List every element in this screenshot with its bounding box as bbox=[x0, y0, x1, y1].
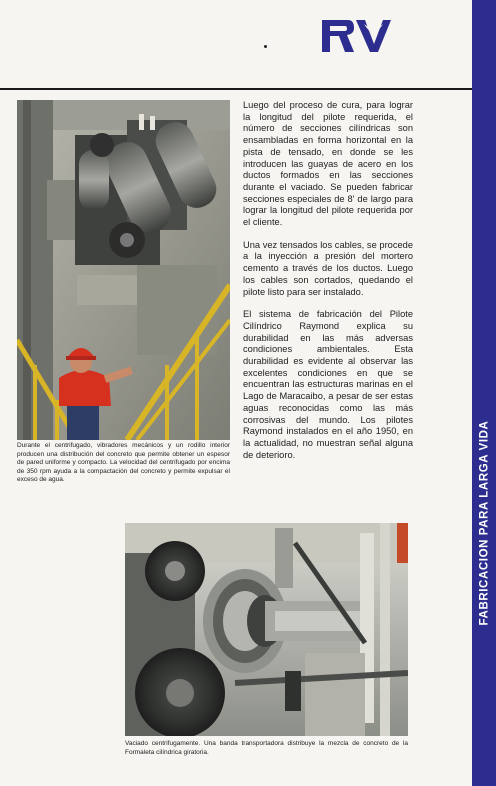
centrifuge-photo-caption: Vaciado centrifugamente. Una banda transportadora distribuye la mezcla de concreto de la Formaleta cilíndrica giratoria. bbox=[125, 740, 408, 756]
header-rule bbox=[0, 88, 472, 90]
factory-photo-caption: Durante el centrifugado, vibradores mecánicos y un rodillo interior producen una distribución del concreto que permite obtener un espesor de pared uniforme y compacto. La velocidad del centrifugado por encima de 350 rpm ayuda a la compactación del concreto y permite expulsar el exceso de agua. bbox=[17, 442, 230, 484]
article-body bbox=[243, 100, 413, 472]
factory-photo bbox=[17, 100, 230, 440]
decorative-dot bbox=[264, 45, 267, 48]
article-paragraph: El sistema de fabricación del Pilote Cilíndrico Raymond explica su durabilidad en las más adversas condiciones ambientales. Esta durabilidad es evidente al observar las excelentes condiciones en que se encuentran las estructuras marinas en el Lago de Maracaibo, a pesar de ser estas aguas reconocidas como las más corrosivas del mundo. Los pilotes Raymond instalados en el año 1950, en la actualidad, no muestran señal alguna de deterioro. bbox=[243, 309, 413, 460]
sidebar-title: FABRICACION PARA LARGA VIDA bbox=[478, 420, 491, 626]
article-paragraph: Una vez tensados los cables, se procede a la inyección a presión del mortero cemento a través de los ductos. Luego los cables son cortados, quedando el pilote listo para ser instalado. bbox=[243, 239, 413, 297]
rv-logo bbox=[320, 18, 392, 54]
sidebar-title-wrap bbox=[472, 0, 496, 786]
article-paragraph: Luego del proceso de cura, para lograr la longitud del pilote requerida, el número de secciones cilíndricas son ensambladas en forma horizontal en la pista de tensado, en donde se les introducen las guayas de acero en los ductos formados en las secciones durante el vaciado. Se pueden fabricar secciones especiales de 8' de largo para lograr la longitud del pilote requerida por el cliente. bbox=[243, 100, 413, 228]
centrifuge-photo bbox=[125, 523, 408, 736]
